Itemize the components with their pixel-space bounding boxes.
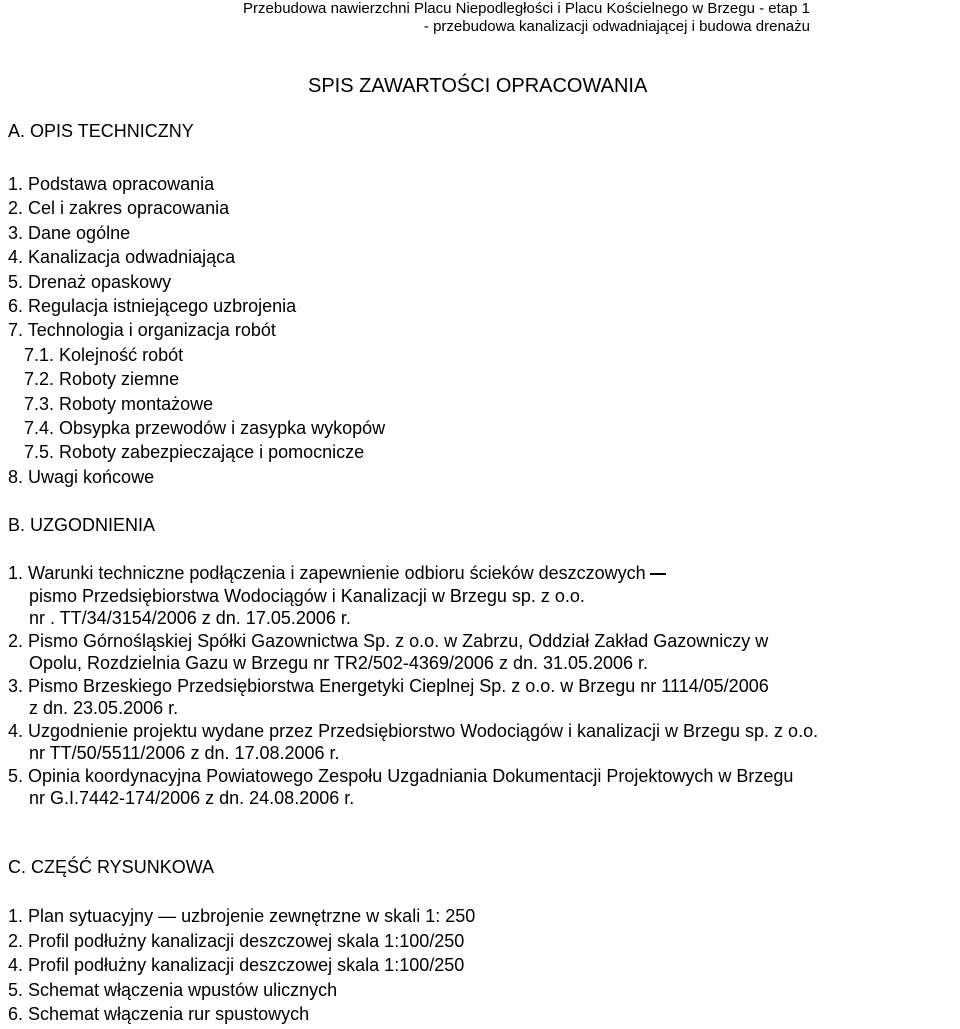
list-item [8,720,818,765]
list-item-continuation: nr . TT/34/3154/2006 z dn. 17.05.2006 r. [29,608,351,628]
list-item-text: 1. Warunki techniczne podłączenia i zapewnienie odbioru ścieków deszczowych [8,563,646,583]
document-header [50,0,810,36]
list-item-continuation: pismo Przedsiębiorstwa Wodociągów i Kanalizacji w Brzegu sp. z o.o. [29,585,585,606]
page-title: SPIS ZAWARTOŚCI OPRACOWANIA [308,75,648,97]
list-item [8,765,818,810]
section-c-heading: C. CZĘŚĆ RYSUNKOWA [8,857,215,877]
list-item: 7. Technologia i organizacja robót [8,320,276,341]
list-item: 7.4. Obsypka przewodów i zasypka wykopów [24,417,386,438]
list-item: 2. Cel i zakres opracowania [8,198,230,219]
section-b [8,513,155,537]
section-a-heading: A. OPIS TECHNICZNY [8,121,194,141]
section-a [8,119,194,143]
list-item: 3. Dane ogólne [8,222,131,243]
list-item-continuation: Opolu, Rozdzielnia Gazu w Brzegu nr TR2/502-4369/2006 z dn. 31.05.2006 r. [29,653,649,673]
list-item: 7.2. Roboty ziemne [24,369,180,390]
list-item: 7.5. Roboty zabezpieczające i pomocnicze [24,442,365,463]
list-item-continuation: nr TT/50/5511/2006 z dn. 17.08.2006 r. [29,743,340,763]
list-item: 6. Schemat włączenia rur spustowych [8,1004,310,1024]
section-b-heading: B. UZGODNIENIA [8,515,156,535]
list-item: 1. Plan sytuacyjny — uzbrojenie zewnętrzne w skali 1: 250 [8,906,476,926]
list-item: 4. Kanalizacja odwadniająca [8,247,236,268]
list-item [8,562,818,630]
dash-separator [650,573,666,575]
list-item: 1. Podstawa opracowania [8,174,215,194]
header-line-2: - przebudowa kanalizacji odwadniającej i budowa drenażu [423,18,810,35]
list-item: 7.1. Kolejność robót [24,344,184,365]
section-b-list [8,562,818,810]
list-item-continuation: nr G.I.7442-174/2006 z dn. 24.08.2006 r. [29,788,355,808]
list-item: 8. Uwagi końcowe [8,466,155,487]
header-line-1: Przebudowa nawierzchni Placu Niepodległości i Placu Kościelnego w Brzegu - etap 1 [243,0,810,17]
list-item-text: 4. Uzgodnienie projektu wydane przez Przedsiębiorstwo Wodociągów i kanalizacji w Brzegu sp. z o.o. [8,720,819,741]
section-c-list [8,904,475,1027]
list-item-continuation: z dn. 23.05.2006 r. [29,698,179,718]
section-a-list [8,172,385,489]
list-item-text: 5. Opinia koordynacyjna Powiatowego Zespołu Uzgadniania Dokumentacji Projektowych w Brzegu [8,765,794,786]
list-item: 7.3. Roboty montażowe [24,393,214,414]
list-item: 6. Regulacja istniejącego uzbrojenia [8,295,297,316]
list-item-text: 3. Pismo Brzeskiego Przedsiębiorstwa Energetyki Cieplnej Sp. z o.o. w Brzegu nr 1114/05/2006 [8,675,769,696]
list-item: 5. Schemat włączenia wpustów ulicznych [8,979,338,1000]
list-item-text: 2. Pismo Górnośląskiej Spółki Gazownictwa Sp. z o.o. w Zabrzu, Oddział Zakład Gazowniczy w [8,630,769,651]
list-item: 2. Profil podłużny kanalizacji deszczowej skala 1:100/250 [8,930,465,951]
list-item [8,630,818,675]
list-item: 5. Drenaż opaskowy [8,271,172,292]
list-item: 4. Profil podłużny kanalizacji deszczowej skala 1:100/250 [8,955,465,975]
section-c [8,855,214,879]
list-item [8,675,818,720]
